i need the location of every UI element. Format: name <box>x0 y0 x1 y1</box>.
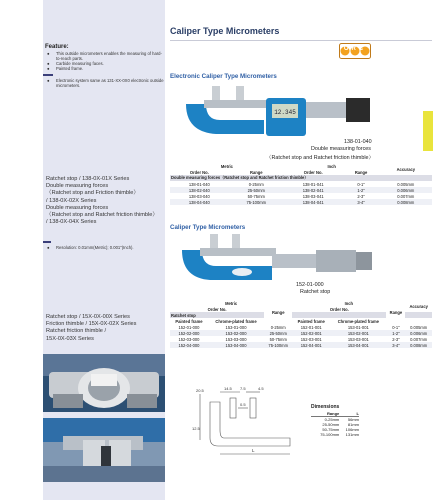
header-range: Range <box>354 169 368 175</box>
series-line: Ratchet friction thimble / <box>46 328 107 335</box>
feature-item-text: Carbide measuring faces. <box>56 61 104 66</box>
table-cell: 0.008mm <box>405 342 432 348</box>
table-cell: 50-75mm <box>247 193 265 199</box>
logo-text: ORC <box>343 46 367 52</box>
table-cell: 56mm <box>347 417 359 422</box>
page-tab-marker <box>423 111 433 151</box>
table-cell: 152-01-001 <box>300 324 322 330</box>
feature-item-text: This outside micrometers enables the measuring of hard-to-reach parts. <box>56 51 162 61</box>
table-cell: 0-1" <box>357 181 365 187</box>
table-row <box>170 199 432 205</box>
table-cell: 0-1" <box>392 324 400 330</box>
caption-line-2: （Ratchet stop and Ratchet friction thimble） <box>266 155 374 161</box>
dim-label: 4.5 <box>258 386 264 391</box>
lcd-display: 12.345 <box>274 109 296 116</box>
table-cell: 138-04-041 <box>284 199 343 205</box>
table-cell: 138-03-040 <box>188 193 210 199</box>
dim-label: 14.5 <box>224 386 232 391</box>
table-cell: 153-04-000 <box>208 342 264 348</box>
dim-label: 12.5 <box>192 426 200 431</box>
caption-line-1: Double measuring forces <box>311 146 371 152</box>
bullet-icon: ● <box>47 245 50 250</box>
table-cell: 138-02-040 <box>170 187 229 193</box>
table-cell: 138-01-041 <box>302 181 324 187</box>
caption-ratchet-stop: Ratchet stop <box>300 289 331 295</box>
table-cell: 131mm <box>345 432 359 437</box>
table-cell: 2-3" <box>357 193 365 199</box>
header-l: L <box>339 411 359 417</box>
series-line: Friction thimble / 15X-0X-02X Series <box>46 321 137 328</box>
bullet-icon: ● <box>47 66 50 71</box>
model-number-caliper: 152-01-000 <box>296 282 324 288</box>
caliper-spec-table <box>170 300 432 348</box>
bullet-icon: ● <box>47 78 50 83</box>
header-inch: Inch <box>327 163 336 169</box>
table-cell: 1-2" <box>343 187 380 193</box>
dimensions-table <box>311 411 359 437</box>
table-cell: 138-01-040 <box>188 181 210 187</box>
dimensions-title: Dimensions <box>311 404 340 410</box>
series-line: Double measuring forces <box>46 204 109 211</box>
table-cell: 0.008mm <box>380 199 432 205</box>
table-cell: 25-50mm <box>322 422 340 427</box>
table-cell: 152-03-001 <box>300 336 322 342</box>
series-line: Ratchet stop / 138-0X-01X Series <box>46 176 130 182</box>
feature-title: Feature: <box>45 44 69 50</box>
feature-item-text: Painted frame. <box>56 66 84 71</box>
table-cell: 75-100mm <box>320 432 340 437</box>
table-cell: 138-03-041 <box>302 193 324 199</box>
series-line: / 138-0X-04X Series <box>46 219 97 226</box>
series-line: Ratchet stop / 15X-0X-00X Series <box>46 314 130 320</box>
table-cell: 153-03-001 <box>347 336 369 342</box>
bullet-icon: ● <box>47 61 50 66</box>
header-inch: Inch <box>344 300 353 306</box>
table-cell: 2-3" <box>392 336 400 342</box>
header-painted-frame: Painted frame <box>175 318 203 324</box>
header-range: Range <box>250 169 263 175</box>
series-line: （Ratchet stop and Friction thimble） <box>46 190 139 197</box>
table-group-label: Double measuring forces（Ratchet stop and Ratchet friction thimble） <box>170 175 432 181</box>
dim-label: 7.5 <box>240 386 246 391</box>
series-line: / 138-0X-02X Series <box>46 197 97 204</box>
table-cell: 153-04-001 <box>330 342 386 348</box>
header-range: Range <box>311 411 339 417</box>
electronic-note: Electronic system same as 131-XX-0X0 electronic outside micrometers. <box>56 78 164 88</box>
table-cell: 152-04-001 <box>292 342 330 348</box>
model-number-electronic: 138-01-040 <box>344 139 372 145</box>
series-line: 15X-0X-03X Series <box>46 335 94 342</box>
table-cell: 152-01-000 <box>178 324 200 330</box>
header-chrome-frame: Chrome-plated frame <box>215 318 257 324</box>
resolution-note: Resolution: 0.01mm(Metric); 0.001"(Inch). <box>56 245 134 250</box>
table-cell: 152-02-000 <box>170 330 208 336</box>
header-metric: Metric <box>225 300 238 306</box>
table-cell: 0.007mm <box>410 336 428 342</box>
table-cell: 153-01-000 <box>225 324 247 330</box>
table-cell: 152-03-000 <box>178 336 200 342</box>
micrometer-closeup-photo-2 <box>43 418 165 482</box>
table-group-label: Ratchet stop <box>170 312 264 318</box>
resolution-marker <box>43 241 51 243</box>
table-cell: 153-03-000 <box>225 336 247 342</box>
table-cell: 0.006mm <box>405 330 432 336</box>
header-chrome-frame: Chrome-plated frame <box>337 318 379 324</box>
table-cell: 106mm <box>345 427 359 432</box>
table-cell: 75-100mm <box>229 199 284 205</box>
series-line: （Ratchet stop and Ratchet friction thimble） <box>46 212 158 219</box>
table-row <box>170 342 432 348</box>
table-cell: 25-50mm <box>229 187 284 193</box>
bullet-icon: ● <box>47 51 50 56</box>
section-title-electronic: Electronic Caliper Type Micrometers <box>170 73 277 80</box>
table-cell: 25-50mm <box>264 330 292 336</box>
dimension-drawing <box>190 380 300 460</box>
table-cell: 0.007mm <box>397 193 415 199</box>
header-accuracy: Accuracy <box>409 303 428 309</box>
table-cell: 75-100mm <box>264 342 292 348</box>
header-range: Range <box>389 309 403 315</box>
table-cell: 0.006mm <box>380 187 432 193</box>
table-cell: 138-04-040 <box>170 199 229 205</box>
header-order-no: Order No. <box>207 306 227 312</box>
series-list-1 <box>46 176 166 226</box>
header-order-no: Order No. <box>189 169 209 175</box>
dim-label: 20.5 <box>196 388 204 393</box>
caliper-micrometer-image <box>176 232 376 282</box>
title-divider <box>170 40 432 41</box>
table-cell: 0.005mm <box>410 324 428 330</box>
table-cell: 0-25mm <box>324 417 340 422</box>
table-cell: 81mm <box>347 422 359 427</box>
micrometer-closeup-photo-1 <box>43 354 165 412</box>
dim-label: 0.5 <box>240 402 246 407</box>
electronic-micrometer-image <box>176 82 376 142</box>
table-cell: 153-02-001 <box>330 330 386 336</box>
table-cell: 153-02-000 <box>208 330 264 336</box>
table-cell: 3-4" <box>343 199 380 205</box>
electronic-spec-table <box>170 163 432 205</box>
table-cell: 50-75mm <box>269 336 287 342</box>
table-cell: 1-2" <box>386 330 405 336</box>
table-cell: 0-25mm <box>270 324 286 330</box>
header-painted-frame: Painted frame <box>297 318 325 324</box>
table-cell: 138-02-041 <box>284 187 343 193</box>
table-cell: 3-4" <box>386 342 405 348</box>
table-cell: 0.005mm <box>397 181 415 187</box>
header-range: Range <box>271 309 285 315</box>
section-title-caliper: Caliper Type Micrometers <box>170 224 246 231</box>
header-order-no: Order No. <box>303 169 323 175</box>
header-accuracy: Accuracy <box>396 166 416 172</box>
table-cell: 152-04-000 <box>170 342 208 348</box>
header-order-no: Order No. <box>329 306 349 312</box>
table-cell: 152-02-001 <box>292 330 330 336</box>
series-list-2 <box>46 314 166 343</box>
page-title: Caliper Type Micrometers <box>170 26 280 36</box>
table-cell: 0-25mm <box>248 181 264 187</box>
table-row <box>311 432 359 437</box>
dim-label: L <box>252 448 255 453</box>
electronic-note-marker <box>43 74 53 76</box>
table-cell: 50-75mm <box>322 427 340 432</box>
table-cell: 153-01-001 <box>347 324 369 330</box>
series-line: Double measuring forces <box>46 183 109 190</box>
header-metric: Metric <box>220 163 233 169</box>
